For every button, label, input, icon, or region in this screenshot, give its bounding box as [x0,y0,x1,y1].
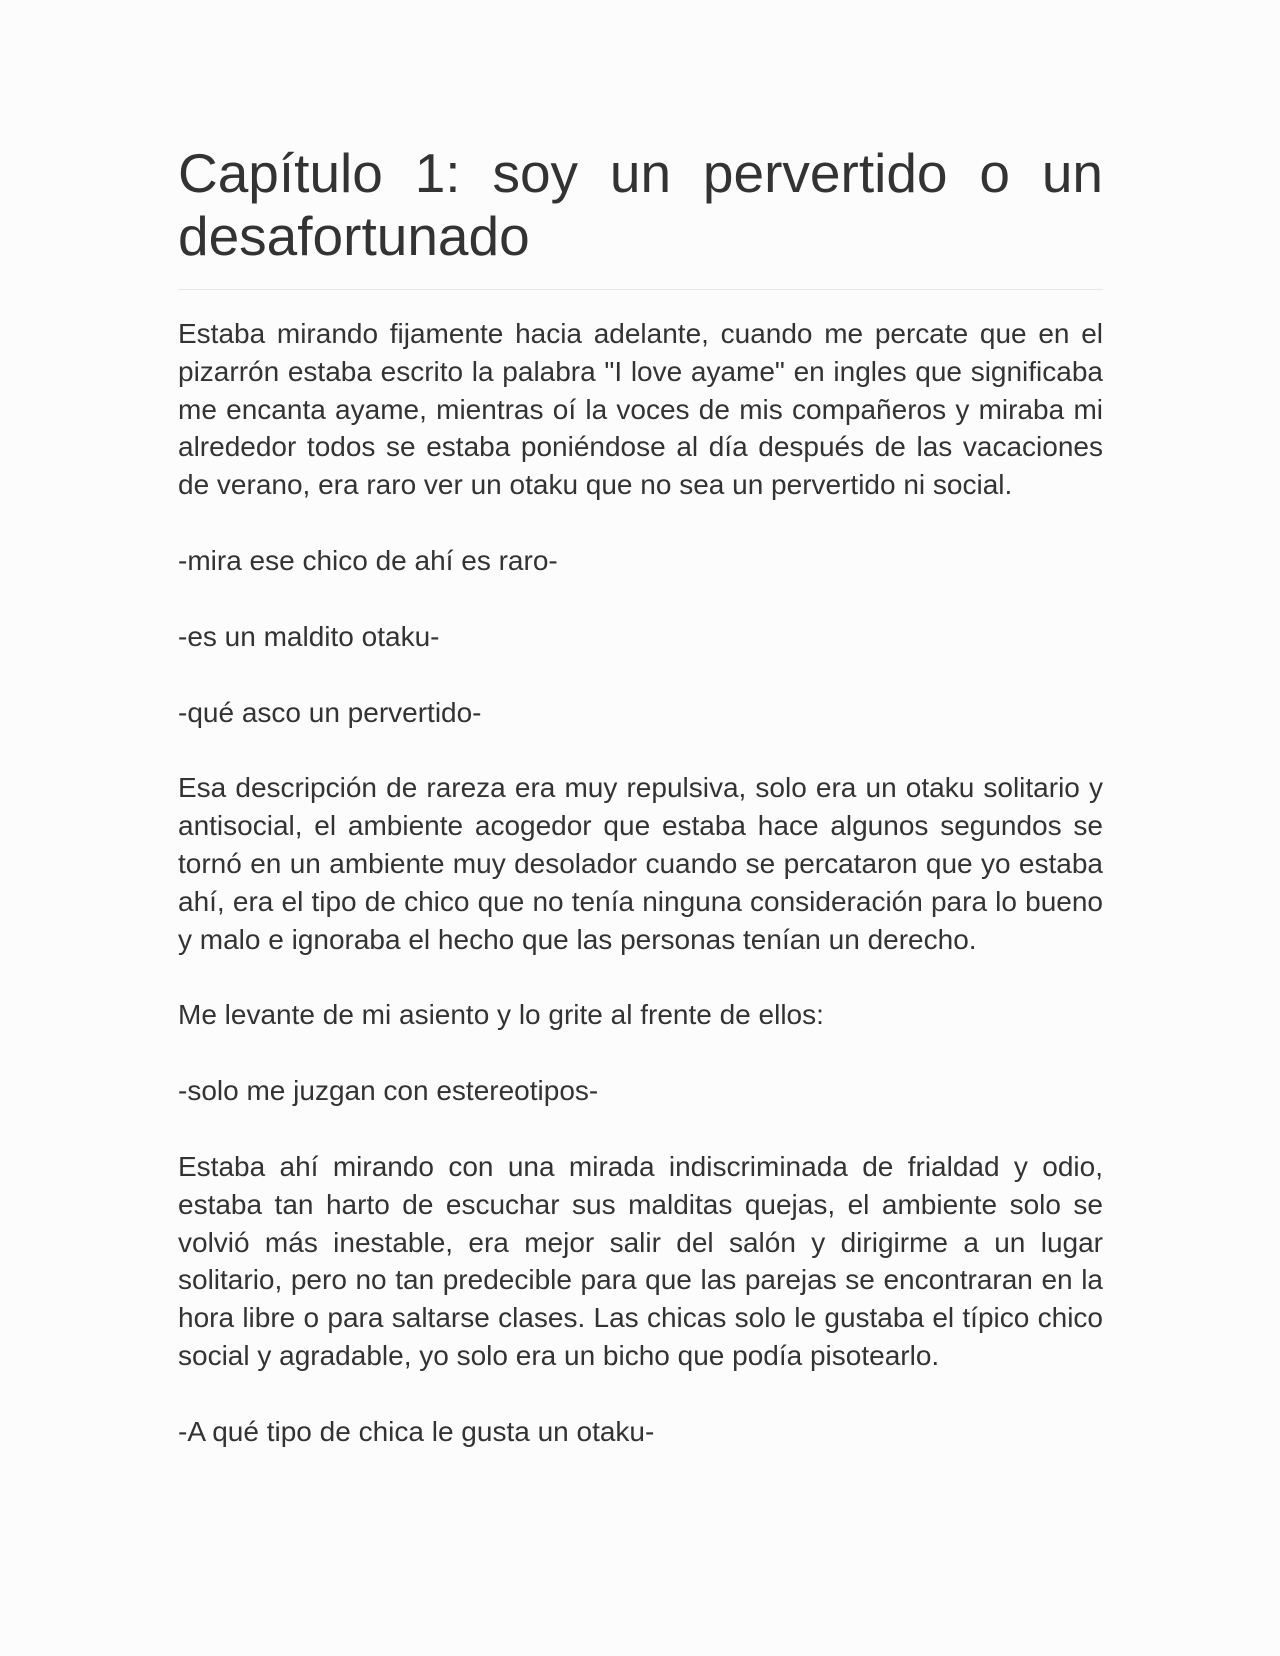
paragraph: Esa descripción de rareza era muy repulsiva, solo era un otaku solitario y antisocial, el ambiente acogedor que estaba hace algunos segundos se tornó en un ambiente muy desolador cuando se percataron que yo estaba ahí, era el tipo de chico que no tenía ninguna consideración para lo bueno y malo e ignoraba el hecho que las personas tenían un derecho. [178,772,1103,955]
paragraph: Estaba ahí mirando con una mirada indiscriminada de frialdad y odio, estaba tan harto de escuchar sus malditas quejas, el ambiente solo se volvió más inestable, era mejor salir del salón y dirigirme a un lugar solitario, pero no tan predecible para que las parejas se encontraran en la hora libre o para saltarse clases. Las chicas solo le gustaba el típico chico social y agradable, yo solo era un bicho que podía pisotearlo. [178,1150,1103,1371]
chapter-body [178,315,1103,1451]
dialogue-line: -mira ese chico de ahí es raro- [178,544,558,576]
title-divider [178,289,1103,290]
dialogue-line: -A qué tipo de chica le gusta un otaku- [178,1415,655,1447]
dialogue-line: -es un maldito otaku- [178,620,440,652]
chapter-title: Capítulo 1: soy un pervertido o un desafortunado [178,142,1103,267]
document-page [178,142,1103,1451]
dialogue-line: -qué asco un pervertido- [178,696,482,728]
paragraph: Estaba mirando fijamente hacia adelante, cuando me percate que en el pizarrón estaba escrito la palabra "I love ayame" en ingles que significaba me encanta ayame, mientras oí la voces de mis compañeros y miraba mi alrededor todos se estaba poniéndose al día después de las vacaciones de verano, era raro ver un otaku que no sea un pervertido ni social. [178,318,1103,501]
paragraph: Me levante de mi asiento y lo grite al frente de ellos: [178,999,824,1031]
dialogue-line: -solo me juzgan con estereotipos- [178,1075,599,1107]
